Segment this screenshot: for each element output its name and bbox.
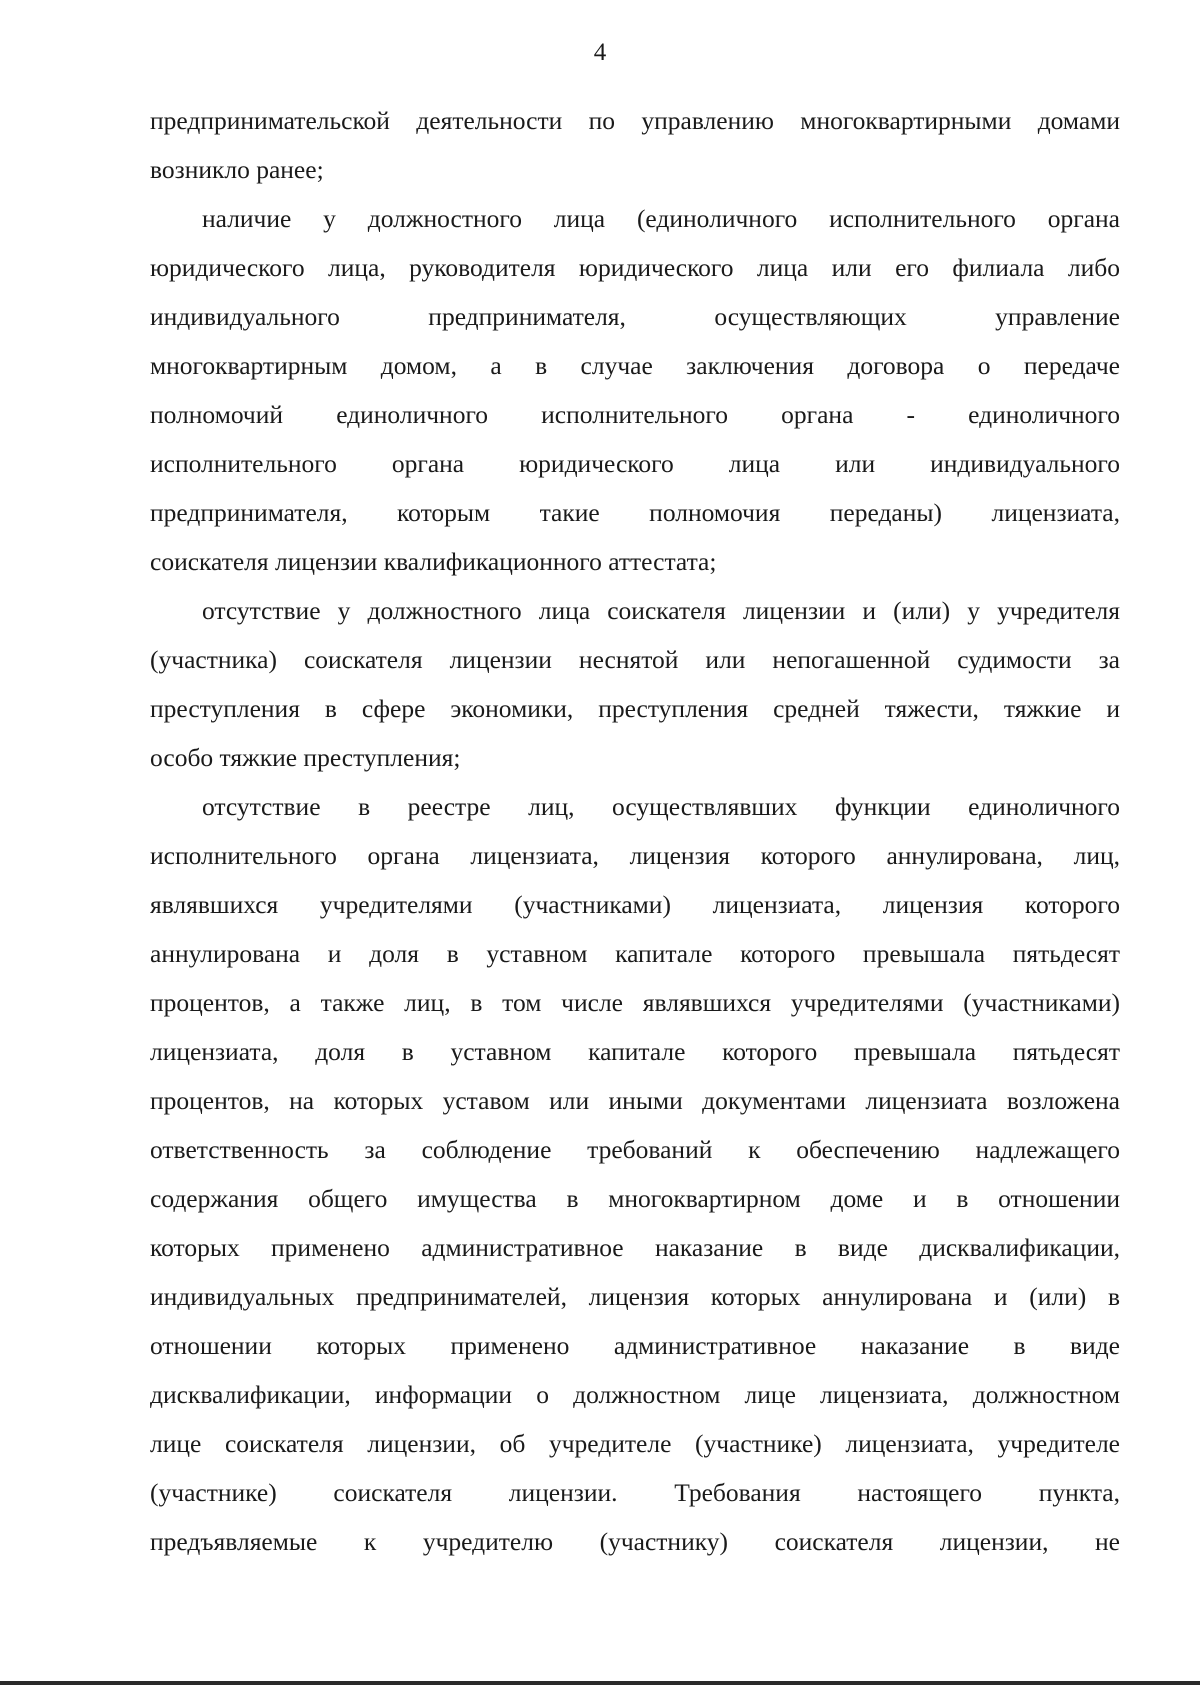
text-line: (участнике) соискателя лицензии. Требования настоящего пункта, bbox=[150, 1478, 1120, 1507]
text-line: соискателя лицензии квалификационного аттестата; bbox=[150, 547, 717, 576]
text-line: содержания общего имущества в многоквартирном доме и в отношении bbox=[150, 1184, 1120, 1213]
text-line: наличие у должностного лица (единоличного исполнительного органа bbox=[202, 204, 1120, 233]
document-body bbox=[150, 96, 1120, 1566]
page-number: 4 bbox=[593, 39, 607, 66]
text-line: отсутствие в реестре лиц, осуществлявших функции единоличного bbox=[202, 792, 1120, 821]
text-line: преступления в сфере экономики, преступления средней тяжести, тяжкие и bbox=[150, 694, 1120, 723]
text-line: являвшихся учредителями (участниками) лицензиата, лицензия которого bbox=[150, 890, 1120, 919]
text-line: дисквалификации, информации о должностном лице лицензиата, должностном bbox=[150, 1380, 1120, 1409]
text-line: отсутствие у должностного лица соискателя лицензии и (или) у учредителя bbox=[202, 596, 1120, 625]
text-line: аннулирована и доля в уставном капитале которого превышала пятьдесят bbox=[150, 939, 1120, 968]
text-line: (участника) соискателя лицензии неснятой или непогашенной судимости за bbox=[150, 645, 1120, 674]
text-line: исполнительного органа лицензиата, лицензия которого аннулирована, лиц, bbox=[150, 841, 1120, 870]
text-line: лице соискателя лицензии, об учредителе (участнике) лицензиата, учредителе bbox=[150, 1429, 1120, 1458]
text-line: процентов, а также лиц, в том числе являвшихся учредителями (участниками) bbox=[150, 988, 1120, 1017]
text-line: полномочий единоличного исполнительного органа - единоличного bbox=[150, 400, 1120, 429]
text-line: многоквартирным домом, а в случае заключения договора о передаче bbox=[150, 351, 1120, 380]
text-line: процентов, на которых уставом или иными документами лицензиата возложена bbox=[150, 1086, 1120, 1115]
text-line: индивидуального предпринимателя, осуществляющих управление bbox=[150, 302, 1120, 331]
bottom-scan-edge bbox=[0, 1681, 1200, 1685]
text-line: исполнительного органа юридического лица или индивидуального bbox=[150, 449, 1120, 478]
text-line: предпринимательской деятельности по управлению многоквартирными домами bbox=[150, 106, 1120, 135]
text-line: отношении которых применено административное наказание в виде bbox=[150, 1331, 1120, 1360]
text-line: юридического лица, руководителя юридического лица или его филиала либо bbox=[150, 253, 1120, 282]
text-line: которых применено административное наказание в виде дисквалификации, bbox=[150, 1233, 1120, 1262]
text-line: лицензиата, доля в уставном капитале которого превышала пятьдесят bbox=[150, 1037, 1120, 1066]
text-line: предпринимателя, которым такие полномочия переданы) лицензиата, bbox=[150, 498, 1120, 527]
text-line: особо тяжкие преступления; bbox=[150, 743, 461, 772]
text-line: индивидуальных предпринимателей, лицензия которых аннулирована и (или) в bbox=[150, 1282, 1120, 1311]
text-line: предъявляемые к учредителю (участнику) соискателя лицензии, не bbox=[150, 1527, 1120, 1556]
text-line: ответственность за соблюдение требований к обеспечению надлежащего bbox=[150, 1135, 1120, 1164]
text-line: возникло ранее; bbox=[150, 155, 324, 184]
